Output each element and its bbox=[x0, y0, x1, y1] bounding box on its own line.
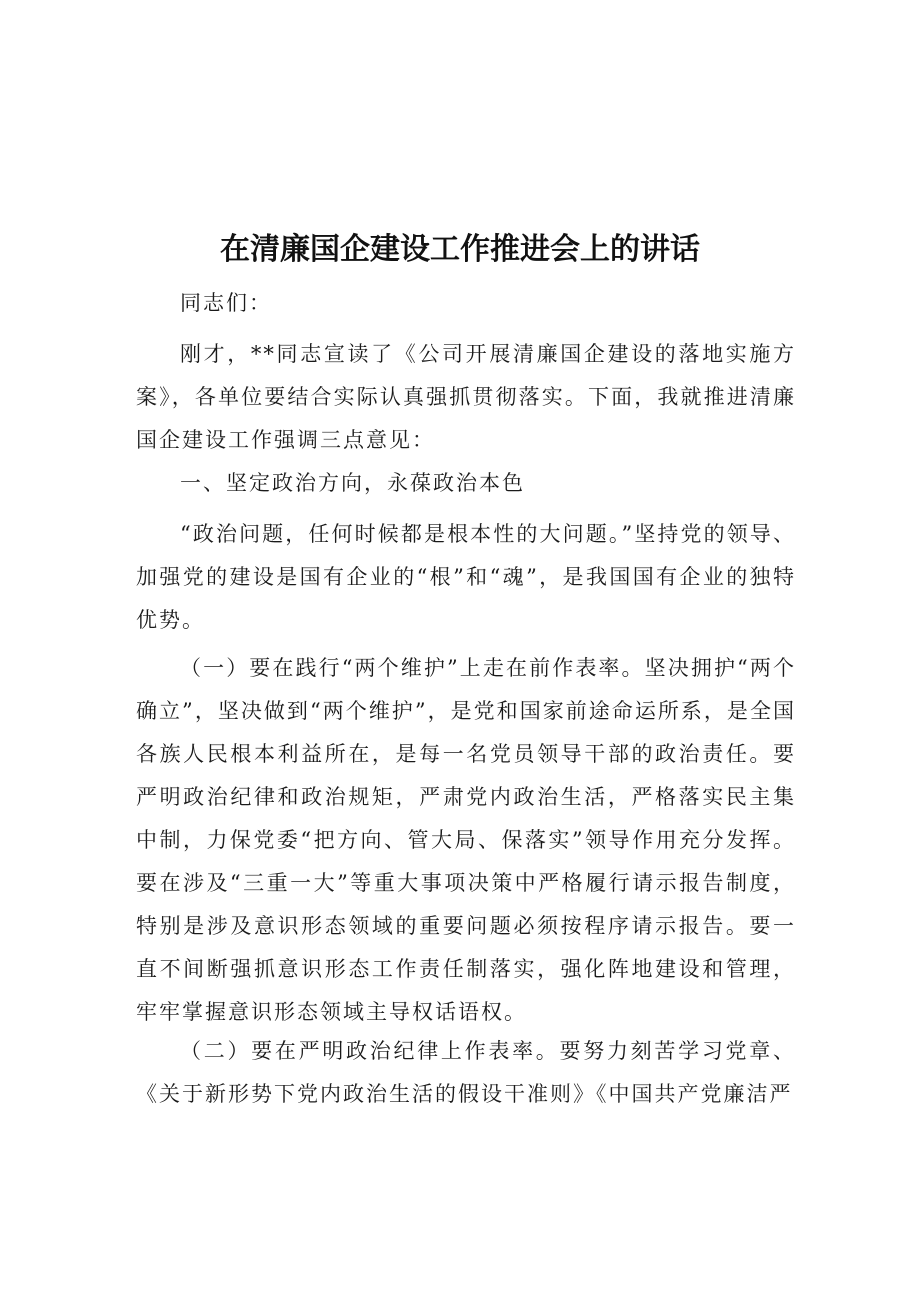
paragraph-subsection-2: （二）要在严明政治纪律上作表率。要努力刻苦学习党章、《关于新形势下党内政治生活的假设干准则》《中国共产党廉洁严 bbox=[136, 1039, 796, 1106]
document-title: 在清廉国企建设工作推进会上的讲话 bbox=[220, 232, 700, 267]
section-heading-1: 一、坚定政治方向，永葆政治本色 bbox=[180, 471, 525, 495]
paragraph-intro: 刚才，**同志宣读了《公司开展清廉国企建设的落地实施方案》，各单位要结合实际认真强抓贯彻落实。下面，我就推进清廉国企建设工作强调三点意见： bbox=[136, 342, 796, 452]
salutation: 同志们： bbox=[180, 291, 272, 315]
paragraph-political-issue: “政治问题，任何时候都是根本性的大问题。”坚持党的领导、加强党的建设是国有企业的“根”和“魂”，是我国国有企业的独特优势。 bbox=[136, 522, 796, 632]
paragraph-subsection-1: （一）要在践行“两个维护”上走在前作表率。坚决拥护“两个确立”，坚决做到“两个维护”，是党和国家前途命运所系，是全国各族人民根本利益所在，是每一名党员领导干部的政治责任。要严明政治纪律和政治规矩，严肃党内政治生活，严格落实民主集中制，力保党委“把方向、管大局、保落实”领导作用充分发挥。要在涉及“三重一大”等重大事项决策中严格履行请示报告制度，特别是涉及意识形态领域的重要问题必须按程序请示报告。要一直不间断强抓意识形态工作责任制落实，强化阵地建设和管理，牢牢掌握意识形态领域主导权话语权。 bbox=[136, 656, 796, 1024]
